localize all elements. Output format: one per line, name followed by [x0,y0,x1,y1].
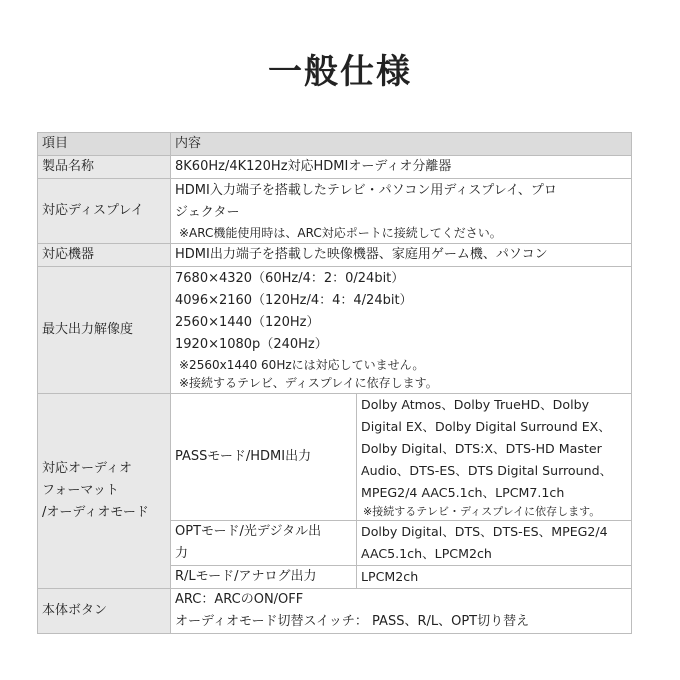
table-row [38,394,632,521]
audio-label-line: /オーディオモード [42,505,149,520]
audio-opt-label [171,521,357,566]
audio-pass-label: PASSモード/HDMI出力 [171,394,357,521]
row-label-devices: 対応機器 [38,244,171,267]
table-row [38,267,632,394]
table-row [38,156,632,179]
table-header-row [38,133,632,156]
audio-pass-line: Digital EX、Dolby Digital Surround EX、 [361,419,611,434]
resolution-line: 4096×2160（120Hz/4：4：4/24bit） [175,293,413,308]
display-line: ジェクター [175,205,240,220]
display-note: ※ARC機能使用時は、ARC対応ポートに接続してください。 [179,226,502,240]
header-content: 内容 [171,133,632,156]
page-title: 一般仕様 [268,52,412,92]
table-row [38,179,632,244]
resolution-line: 2560×1440（120Hz） [175,315,320,330]
audio-pass-value [357,394,632,521]
audio-pass-line: Audio、DTS-ES、DTS Digital Surround、 [361,463,613,478]
resolution-note: ※接続するテレビ、ディスプレイに依存します。 [179,376,438,390]
row-value-resolution [171,267,632,394]
audio-rl-value: LPCM2ch [357,566,632,589]
audio-label-line: 対応オーディオ [42,461,132,476]
row-label-buttons: 本体ボタン [38,589,171,634]
audio-label-line: フォーマット [42,483,119,498]
audio-pass-line: Dolby Digital、DTS:X、DTS-HD Master [361,441,602,456]
audio-opt-label-line: 力 [175,546,189,561]
row-label-resolution: 最大出力解像度 [38,267,171,394]
row-label-product-name: 製品名称 [38,156,171,179]
resolution-line: 7680×4320（60Hz/4：2：0/24bit） [175,271,405,286]
audio-rl-label: R/Lモード/アナログ出力 [171,566,357,589]
audio-pass-line: Dolby Atmos、Dolby TrueHD、Dolby [361,397,590,412]
row-value-devices: HDMI出力端子を搭載した映像機器、家庭用ゲーム機、パソコン [171,244,632,267]
audio-pass-line: MPEG2/4 AAC5.1ch、LPCM7.1ch [361,485,565,500]
resolution-note: ※2560x1440 60Hzには対応していません。 [179,358,425,372]
row-label-display: 対応ディスプレイ [38,179,171,244]
row-value-buttons [171,589,632,634]
buttons-line: ARC：ARCのON/OFF [175,592,304,607]
row-value-display [171,179,632,244]
spec-table [37,132,632,634]
audio-opt-label-line: OPTモード/光デジタル出 [175,524,322,539]
audio-opt-line: AAC5.1ch、LPCM2ch [361,546,492,561]
buttons-line: オーディオモード切替スイッチ： PASS、R/L、OPT切り替え [175,614,530,629]
audio-opt-value [357,521,632,566]
table-row [38,589,632,634]
header-item: 項目 [38,133,171,156]
table-row [38,244,632,267]
row-value-product-name: 8K60Hz/4K120Hz対応HDMIオーディオ分離器 [171,156,632,179]
row-label-audio [38,394,171,589]
resolution-line: 1920×1080p（240Hz） [175,337,328,352]
display-line: HDMI入力端子を搭載したテレビ・パソコン用ディスプレイ、プロ [175,183,557,198]
audio-pass-note: ※接続するテレビ・ディスプレイに依存します。 [363,505,601,518]
audio-opt-line: Dolby Digital、DTS、DTS-ES、MPEG2/4 [361,524,608,539]
